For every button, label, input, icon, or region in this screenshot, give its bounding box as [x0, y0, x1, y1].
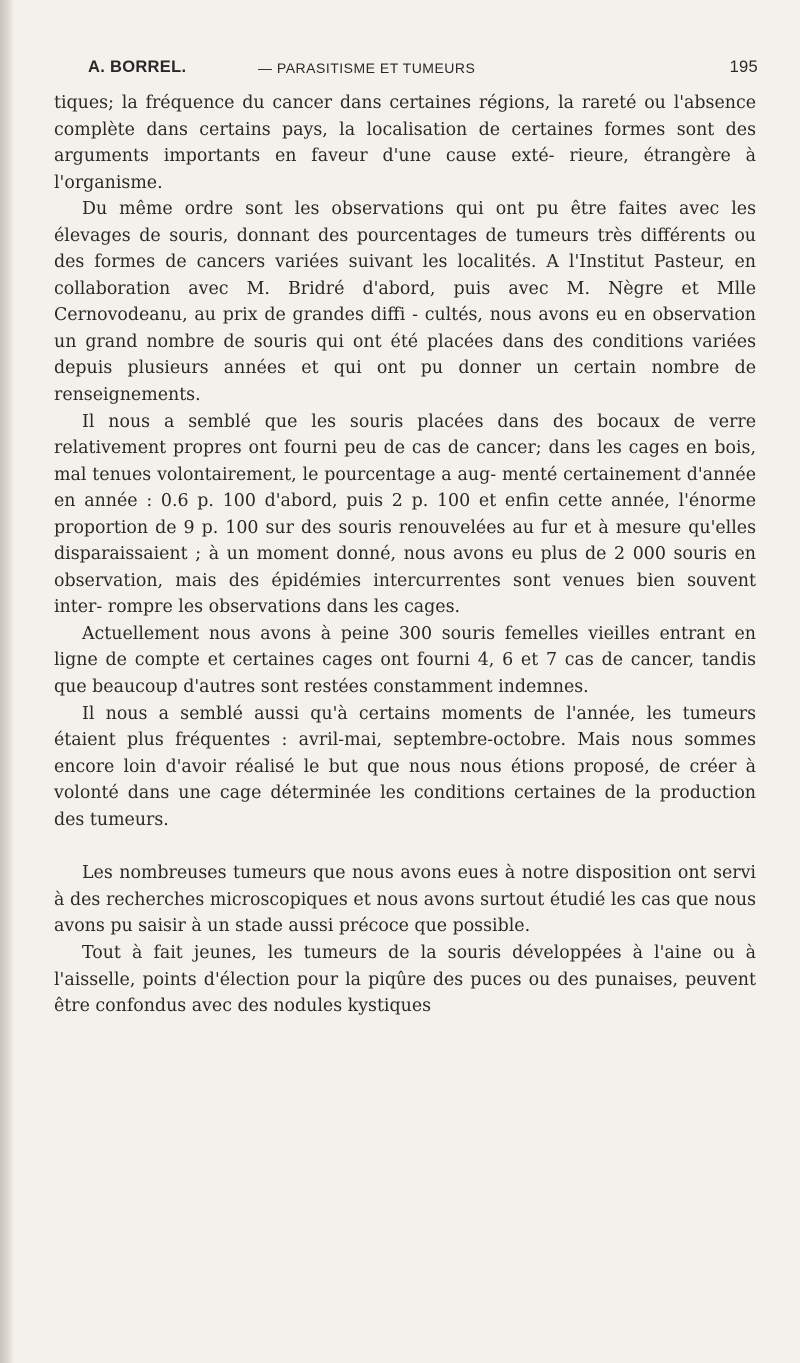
running-head [54, 58, 756, 86]
page-binding-shadow [0, 0, 14, 1363]
running-head-author: A. BORREL. [88, 58, 187, 76]
body-text [54, 90, 756, 1020]
paragraph: Tout à fait jeunes, les tumeurs de la souris développées à l'aine ou à l'aisselle, points d'élection pour la piqûre des puces ou des punaises, peuvent être confondus avec des nodules kystiques [54, 942, 756, 1017]
paragraph: Du même ordre sont les observations qui ont pu être faites avec les élevages de souris, donnant des pourcentages de tumeurs très différents ou des formes de cancers variées suivant les localités. A l'Institut Pasteur, en collaboration avec M. Bridré d'abord, puis avec M. Nègre et Mlle Cernovodeanu, au prix de grandes diffi - cultés, nous avons eu en observation un grand nombre de souris qui ont été placées dans des conditions variées depuis plusieurs années et qui ont pu donner un certain nombre de renseignements. [54, 199, 756, 406]
running-head-title: — PARASITISME ET TUMEURS [258, 60, 476, 76]
paragraph-continuation: tiques; la fréquence du cancer dans certaines régions, la rareté ou l'absence complète dans certains pays, la localisation de certaines formes sont des arguments importants en faveur d'une cause exté- rieure, étrangère à l'organisme. [54, 93, 756, 193]
paragraph: Les nombreuses tumeurs que nous avons eues à notre disposition ont servi à des recherches microscopiques et nous avons surtout étudié les cas que nous avons pu saisir à un stade aussi précoce que possible. [54, 863, 756, 937]
paragraph: Il nous a semblé aussi qu'à certains moments de l'année, les tumeurs étaient plus fréquentes : avril-mai, septembre-octobre. Mais nous sommes encore loin d'avoir réalisé le but que nous nous étions proposé, de créer à volonté dans une cage déterminée les conditions certaines de la production des tumeurs. [54, 703, 756, 830]
paragraph: Actuellement nous avons à peine 300 souris femelles vieilles entrant en ligne de compte et certaines cages ont fourni 4, 6 et 7 cas de cancer, tandis que beaucoup d'autres sont restées constamment indemnes. [54, 623, 756, 698]
paragraph: Il nous a semblé que les souris placées dans des bocaux de verre relativement propres ont fourni peu de cas de cancer; dans les cages en bois, mal tenues volontairement, le pourcentage a aug- menté certainement d'année en année : 0.6 p. 100 d'abord, puis 2 p. 100 et enfin cette année, l'énorme proportion de 9 p. 100 sur des souris renouvelées au fur et à mesure qu'elles disparaissaient ; à un moment donné, nous avons eu plus de 2 000 souris en observation, mais des épidémies intercurrentes sont venues bien souvent inter- rompre les observations dans les cages. [54, 411, 756, 618]
page-number: 195 [729, 58, 758, 76]
book-page [54, 58, 756, 1020]
